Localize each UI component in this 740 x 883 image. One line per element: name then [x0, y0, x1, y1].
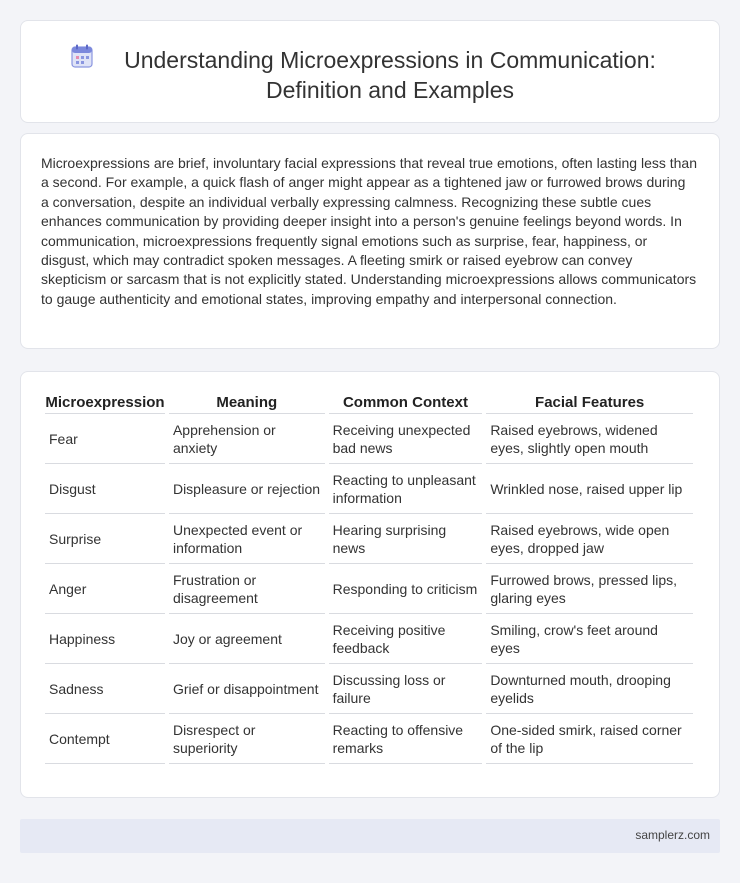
cell-microexpression: Sadness [45, 664, 165, 714]
column-header-meaning: Meaning [169, 392, 325, 414]
table-row [45, 664, 693, 714]
cell-context: Receiving unexpected bad news [329, 414, 483, 464]
cell-features: Raised eyebrows, widened eyes, slightly open mouth [486, 414, 693, 464]
cell-context: Responding to criticism [329, 564, 483, 614]
cell-microexpression: Anger [45, 564, 165, 614]
cell-meaning: Displeasure or rejection [169, 464, 325, 514]
cell-meaning: Joy or agreement [169, 614, 325, 664]
footer-bar [20, 819, 720, 853]
cell-context: Reacting to unpleasant information [329, 464, 483, 514]
footer-site-link[interactable]: samplerz.com [635, 828, 710, 842]
cell-microexpression: Contempt [45, 714, 165, 764]
table-row [45, 464, 693, 514]
page-title: Understanding Microexpressions in Communication: Definition and Examples [124, 47, 656, 103]
table-header-row [45, 392, 693, 414]
table-row [45, 714, 693, 764]
cell-features: Wrinkled nose, raised upper lip [486, 464, 693, 514]
intro-card [20, 133, 720, 349]
cell-features: Raised eyebrows, wide open eyes, dropped jaw [486, 514, 693, 564]
cell-features: Downturned mouth, drooping eyelids [486, 664, 693, 714]
table-row [45, 614, 693, 664]
cell-microexpression: Happiness [45, 614, 165, 664]
column-header-microexpression: Microexpression [45, 392, 165, 414]
cell-context: Receiving positive feedback [329, 614, 483, 664]
table-card [20, 371, 720, 798]
cell-context: Reacting to offensive remarks [329, 714, 483, 764]
cell-context: Hearing surprising news [329, 514, 483, 564]
cell-features: Furrowed brows, pressed lips, glaring eyes [486, 564, 693, 614]
header-card [20, 20, 720, 123]
microexpression-table [41, 392, 697, 764]
column-header-context: Common Context [329, 392, 483, 414]
table-row [45, 514, 693, 564]
cell-meaning: Apprehension or anxiety [169, 414, 325, 464]
cell-features: Smiling, crow's feet around eyes [486, 614, 693, 664]
cell-microexpression: Disgust [45, 464, 165, 514]
table-row [45, 414, 693, 464]
cell-context: Discussing loss or failure [329, 664, 483, 714]
cell-meaning: Disrespect or superiority [169, 714, 325, 764]
cell-microexpression: Surprise [45, 514, 165, 564]
cell-meaning: Frustration or disagreement [169, 564, 325, 614]
column-header-features: Facial Features [486, 392, 693, 414]
cell-microexpression: Fear [45, 414, 165, 464]
cell-meaning: Grief or disappointment [169, 664, 325, 714]
intro-paragraph: Microexpressions are brief, involuntary facial expressions that reveal true emotions, often lasting less than a second. For example, a quick flash of anger might appear as a tightened jaw or furrowed brows during a conversation, despite an individual verbally expressing calmness. Recognizing these subtle cues enhances communication by providing deeper insight into a person's genuine feelings beyond words. In communication, microexpressions frequently signal emotions such as surprise, fear, happiness, or disgust, which may contradict spoken messages. A fleeting smirk or raised eyebrow can convey skepticism or sarcasm that is not explicitly stated. Understanding microexpressions allows communicators to gauge authenticity and emotional states, improving empathy and interpersonal connection. [41, 155, 697, 307]
cell-meaning: Unexpected event or information [169, 514, 325, 564]
table-row [45, 564, 693, 614]
cell-features: One-sided smirk, raised corner of the lip [486, 714, 693, 764]
